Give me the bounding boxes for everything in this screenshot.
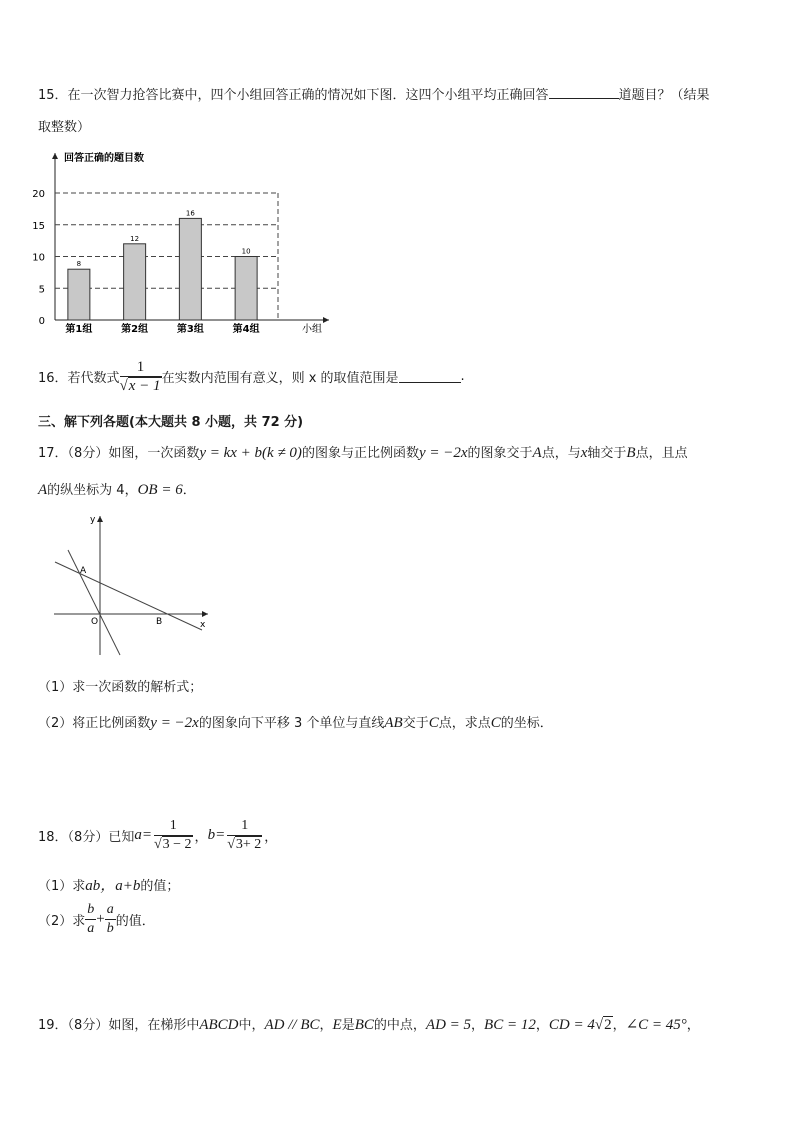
chart-xlabel: 小组	[302, 324, 322, 335]
q15-line1	[38, 84, 710, 103]
fig-label-y: y	[90, 515, 96, 525]
chart-bar	[124, 244, 146, 320]
q15-line2: 取整数）	[38, 120, 91, 135]
q18-frac-b: $\frac{1}{√3+ 2}$	[227, 817, 262, 852]
chart-bar	[68, 269, 90, 320]
fig-label-b: B	[156, 617, 163, 627]
q15-text-tail: 道题目？（结果	[618, 88, 710, 103]
chart-data-label: 16	[185, 209, 195, 218]
q17-graph-figure	[50, 510, 220, 660]
chart-category-label: 第4组	[232, 324, 260, 335]
q17-eq2: y = −2x	[418, 445, 468, 461]
chart-data-label: 8	[76, 260, 82, 269]
chart-y-tick-label: 10	[32, 252, 45, 264]
chart-y-tick-label: 5	[38, 284, 45, 296]
q16-answer-blank[interactable]	[399, 369, 461, 383]
q18-sub2: （2）求 $\frac{b}{a}$ + $\frac{a}{b}$ 的值．	[38, 901, 155, 936]
q16-fraction: $\frac{1}{√x - 1}$	[119, 358, 161, 394]
q15-answer-blank[interactable]	[549, 85, 619, 99]
q15-bar-chart	[34, 145, 334, 340]
q18-frac-a-over-b: $\frac{a}{b}$	[106, 901, 114, 936]
chart-y-tick-label: 20	[32, 189, 45, 200]
q19-line: 19．（8分）如图，在梯形中ABCD中，AD // BC，E是BC的中点，AD = 5，BC = 12，CD = 4√2，∠C = 45°，	[38, 1017, 700, 1033]
q16-suffix: 在实数内范围有意义，则 x 的取值范围是	[161, 370, 399, 386]
q17-sub2: （2）将正比例函数y = −2x的图象向下平移 3 个单位与直线AB交于C点，求点C的坐标．	[38, 715, 553, 731]
q17-sub1: （1）求一次函数的解析式；	[38, 680, 203, 695]
q17-eq1: y = kx + b(k ≠ 0)	[199, 445, 302, 461]
fig-label-x: x	[200, 620, 206, 630]
fig-label-a: A	[80, 566, 87, 576]
q17-line1: 17．（8分）如图，一次函数y = kx + b(k ≠ 0)的图象与正比例函数y = −2x的图象交于A点，与x轴交于B点，且点	[38, 445, 688, 461]
chart-y-tick-label: 0	[38, 316, 45, 327]
fig-label-o: O	[91, 617, 99, 627]
chart-category-label: 第2组	[121, 324, 149, 335]
q16-frac-num: 1	[120, 358, 162, 377]
chart-category-label: 第1组	[65, 324, 93, 335]
q17-ob-eq: OB = 6	[137, 482, 183, 498]
q17-line2: A的纵坐标为 4，OB = 6．	[38, 482, 196, 498]
chart-data-label: 10	[241, 247, 251, 256]
q18-sub1: （1）求ab，a+b的值；	[38, 878, 180, 894]
fig-line-ab	[55, 562, 202, 630]
q16-frac-den: x − 1	[128, 377, 161, 394]
q15-text: 15．在一次智力抢答比赛中，四个小组回答正确的情况如下图．这四个小组平均正确回答	[38, 88, 549, 103]
fig-line-y-neg2x	[68, 550, 120, 655]
chart-bar	[179, 218, 201, 320]
q18-line: 18．（8分）已知 a= $\frac{1}{√3 - 2}$ ， b= $\frac{1}{√3+ 2}$ ，	[38, 817, 278, 852]
q16-end: .	[460, 368, 465, 384]
chart-ylabel: 回答正确的题目数	[64, 153, 144, 164]
chart-bar	[235, 257, 257, 321]
q18-frac-a: $\frac{1}{√3 - 2}$	[153, 817, 192, 852]
chart-category-label: 第3组	[176, 324, 204, 335]
chart-y-tick-label: 15	[32, 220, 45, 232]
q18-frac-b-over-a: $\frac{b}{a}$	[87, 901, 95, 936]
section-3-heading: 三、解下列各题(本大题共 8 小题，共 72 分)	[38, 415, 304, 430]
chart-data-label: 12	[130, 234, 140, 243]
q16-prefix: 16．若代数式	[38, 370, 120, 386]
q16-line	[38, 356, 465, 396]
